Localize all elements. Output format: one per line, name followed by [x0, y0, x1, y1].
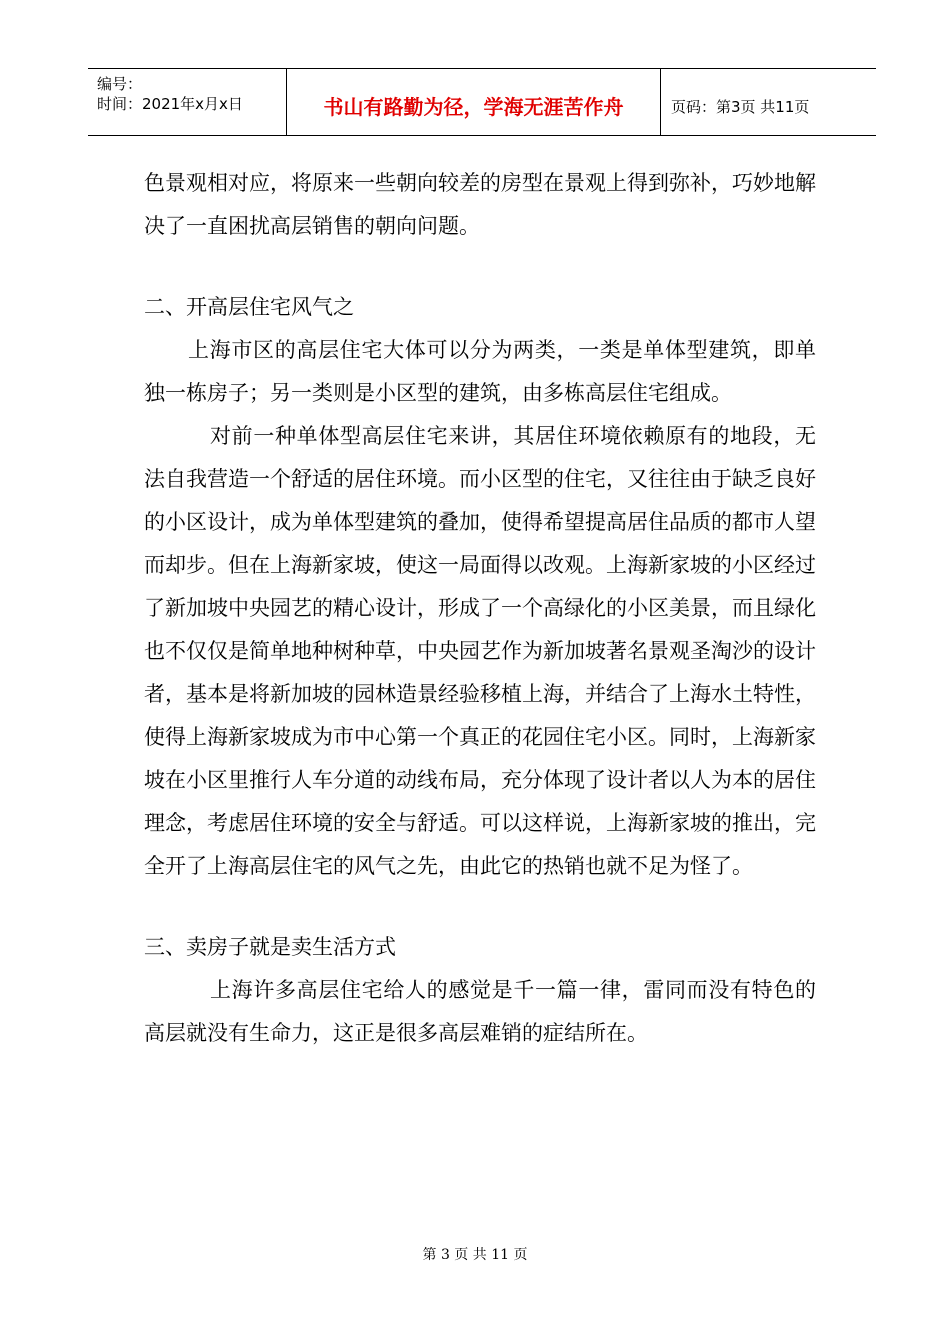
paragraph-xinjiapo: 对前一种单体型高层住宅来讲，其居住环境依赖原有的地段，无法自我营造一个舒适的居住环境。而小区型的住宅，又往往由于缺乏良好的小区设计，成为单体型建筑的叠加，使得希望提高居住品质的都市人望而却步。但在上海新家坡，使这一局面得以改观。上海新家坡的小区经过了新加坡中央园艺的精心设计，形成了一个高绿化的小区美景，而且绿化也不仅仅是简单地种树种草，中央园艺作为新加坡著名景观圣淘沙的设计者，基本是将新加坡的园林造景经验移植上海，并结合了上海水土特性，使得上海新家坡成为市中心第一个真正的花园住宅小区。同时，上海新家坡在小区里推行人车分道的动线布局，充分体现了设计者以人为本的居住理念，考虑居住环境的安全与舒适。可以这样说，上海新家坡的推出，完全开了上海高层住宅的风气之先，由此它的热销也就不足为怪了。 [144, 424, 816, 878]
page-footer: 第 3 页 共 11 页 [422, 1247, 528, 1263]
section-heading-3: 三、卖房子就是卖生活方式 [144, 935, 396, 959]
page-header [88, 68, 876, 136]
paragraph-continuation: 色景观相对应，将原来一些朝向较差的房型在景观上得到弥补，巧妙地解决了一直困扰高层销售的朝向问题。 [144, 171, 816, 238]
header-page-info: 页码：第3页 共11页 [671, 98, 810, 116]
serial-label: 编号： [97, 75, 143, 93]
spacer [144, 248, 816, 286]
spacer [144, 888, 816, 926]
header-motto-cell [287, 69, 661, 135]
paragraph-high-rise-types: 上海市区的高层住宅大体可以分为两类，一类是单体型建筑，即单独一栋房子；另一类则是小区型的建筑，由多栋高层住宅组成。 [144, 338, 816, 405]
header-motto: 书山有路勤为径，学海无涯苦作舟 [323, 95, 624, 119]
header-meta-cell [88, 69, 287, 135]
header-page-cell [661, 69, 876, 135]
time-label: 时间：2021年x月x日 [97, 95, 243, 113]
document-body [144, 162, 816, 1055]
paragraph-lifestyle: 上海许多高层住宅给人的感觉是千一篇一律，雷同而没有特色的高层就没有生命力，这正是很多高层难销的症结所在。 [144, 978, 816, 1045]
section-heading-2: 二、开高层住宅风气之 [144, 295, 354, 319]
